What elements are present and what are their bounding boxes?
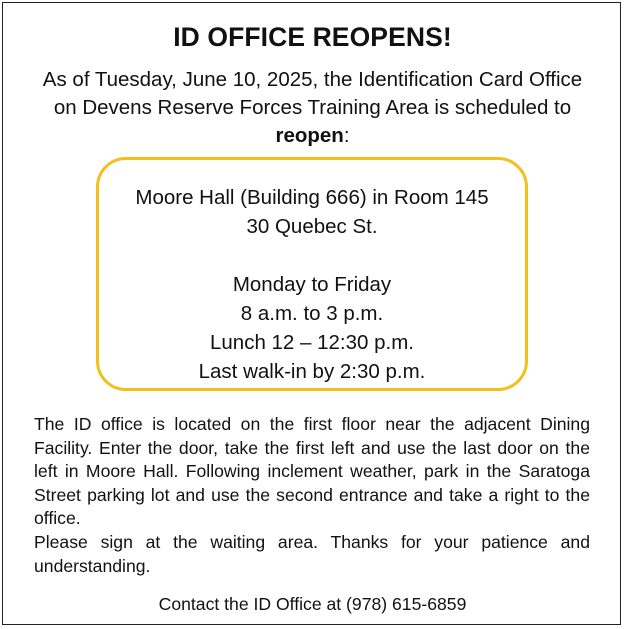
address-line: 30 Quebec St. <box>246 215 378 238</box>
directions-paragraph: The ID office is located on the first floor near the adjacent Dining Facility. Enter the door, take the first left and use the last door on the left in Moore Hall. Following inclement weather, park in the Saratoga Street parking lot and use the second entrance and take a right to the office. <box>34 414 590 529</box>
hours-line: 8 a.m. to 3 p.m. <box>240 302 384 325</box>
intro-paragraph <box>30 66 595 150</box>
walk-in-line: Last walk-in by 2:30 p.m. <box>198 360 426 383</box>
location-line: Moore Hall (Building 666) in Room 145 <box>135 186 489 209</box>
days-line: Monday to Friday <box>232 273 392 296</box>
spacer-line <box>96 241 528 270</box>
lunch-line: Lunch 12 – 12:30 p.m. <box>209 331 414 354</box>
contact-line: Contact the ID Office at (978) 615-6859 <box>158 594 467 614</box>
thanks-paragraph: Please sign at the waiting area. Thanks for your patience and understanding. <box>34 531 590 576</box>
intro-text: As of Tuesday, June 10, 2025, the Identification Card Office on Devens Reserve Forces Training Area is scheduled to <box>42 68 583 119</box>
hours-box-content <box>96 183 528 386</box>
intro-colon: : <box>343 124 350 147</box>
intro-emphasis: reopen <box>275 124 344 147</box>
directions-text <box>34 413 590 578</box>
notice-title: ID OFFICE REOPENS! <box>173 22 452 52</box>
